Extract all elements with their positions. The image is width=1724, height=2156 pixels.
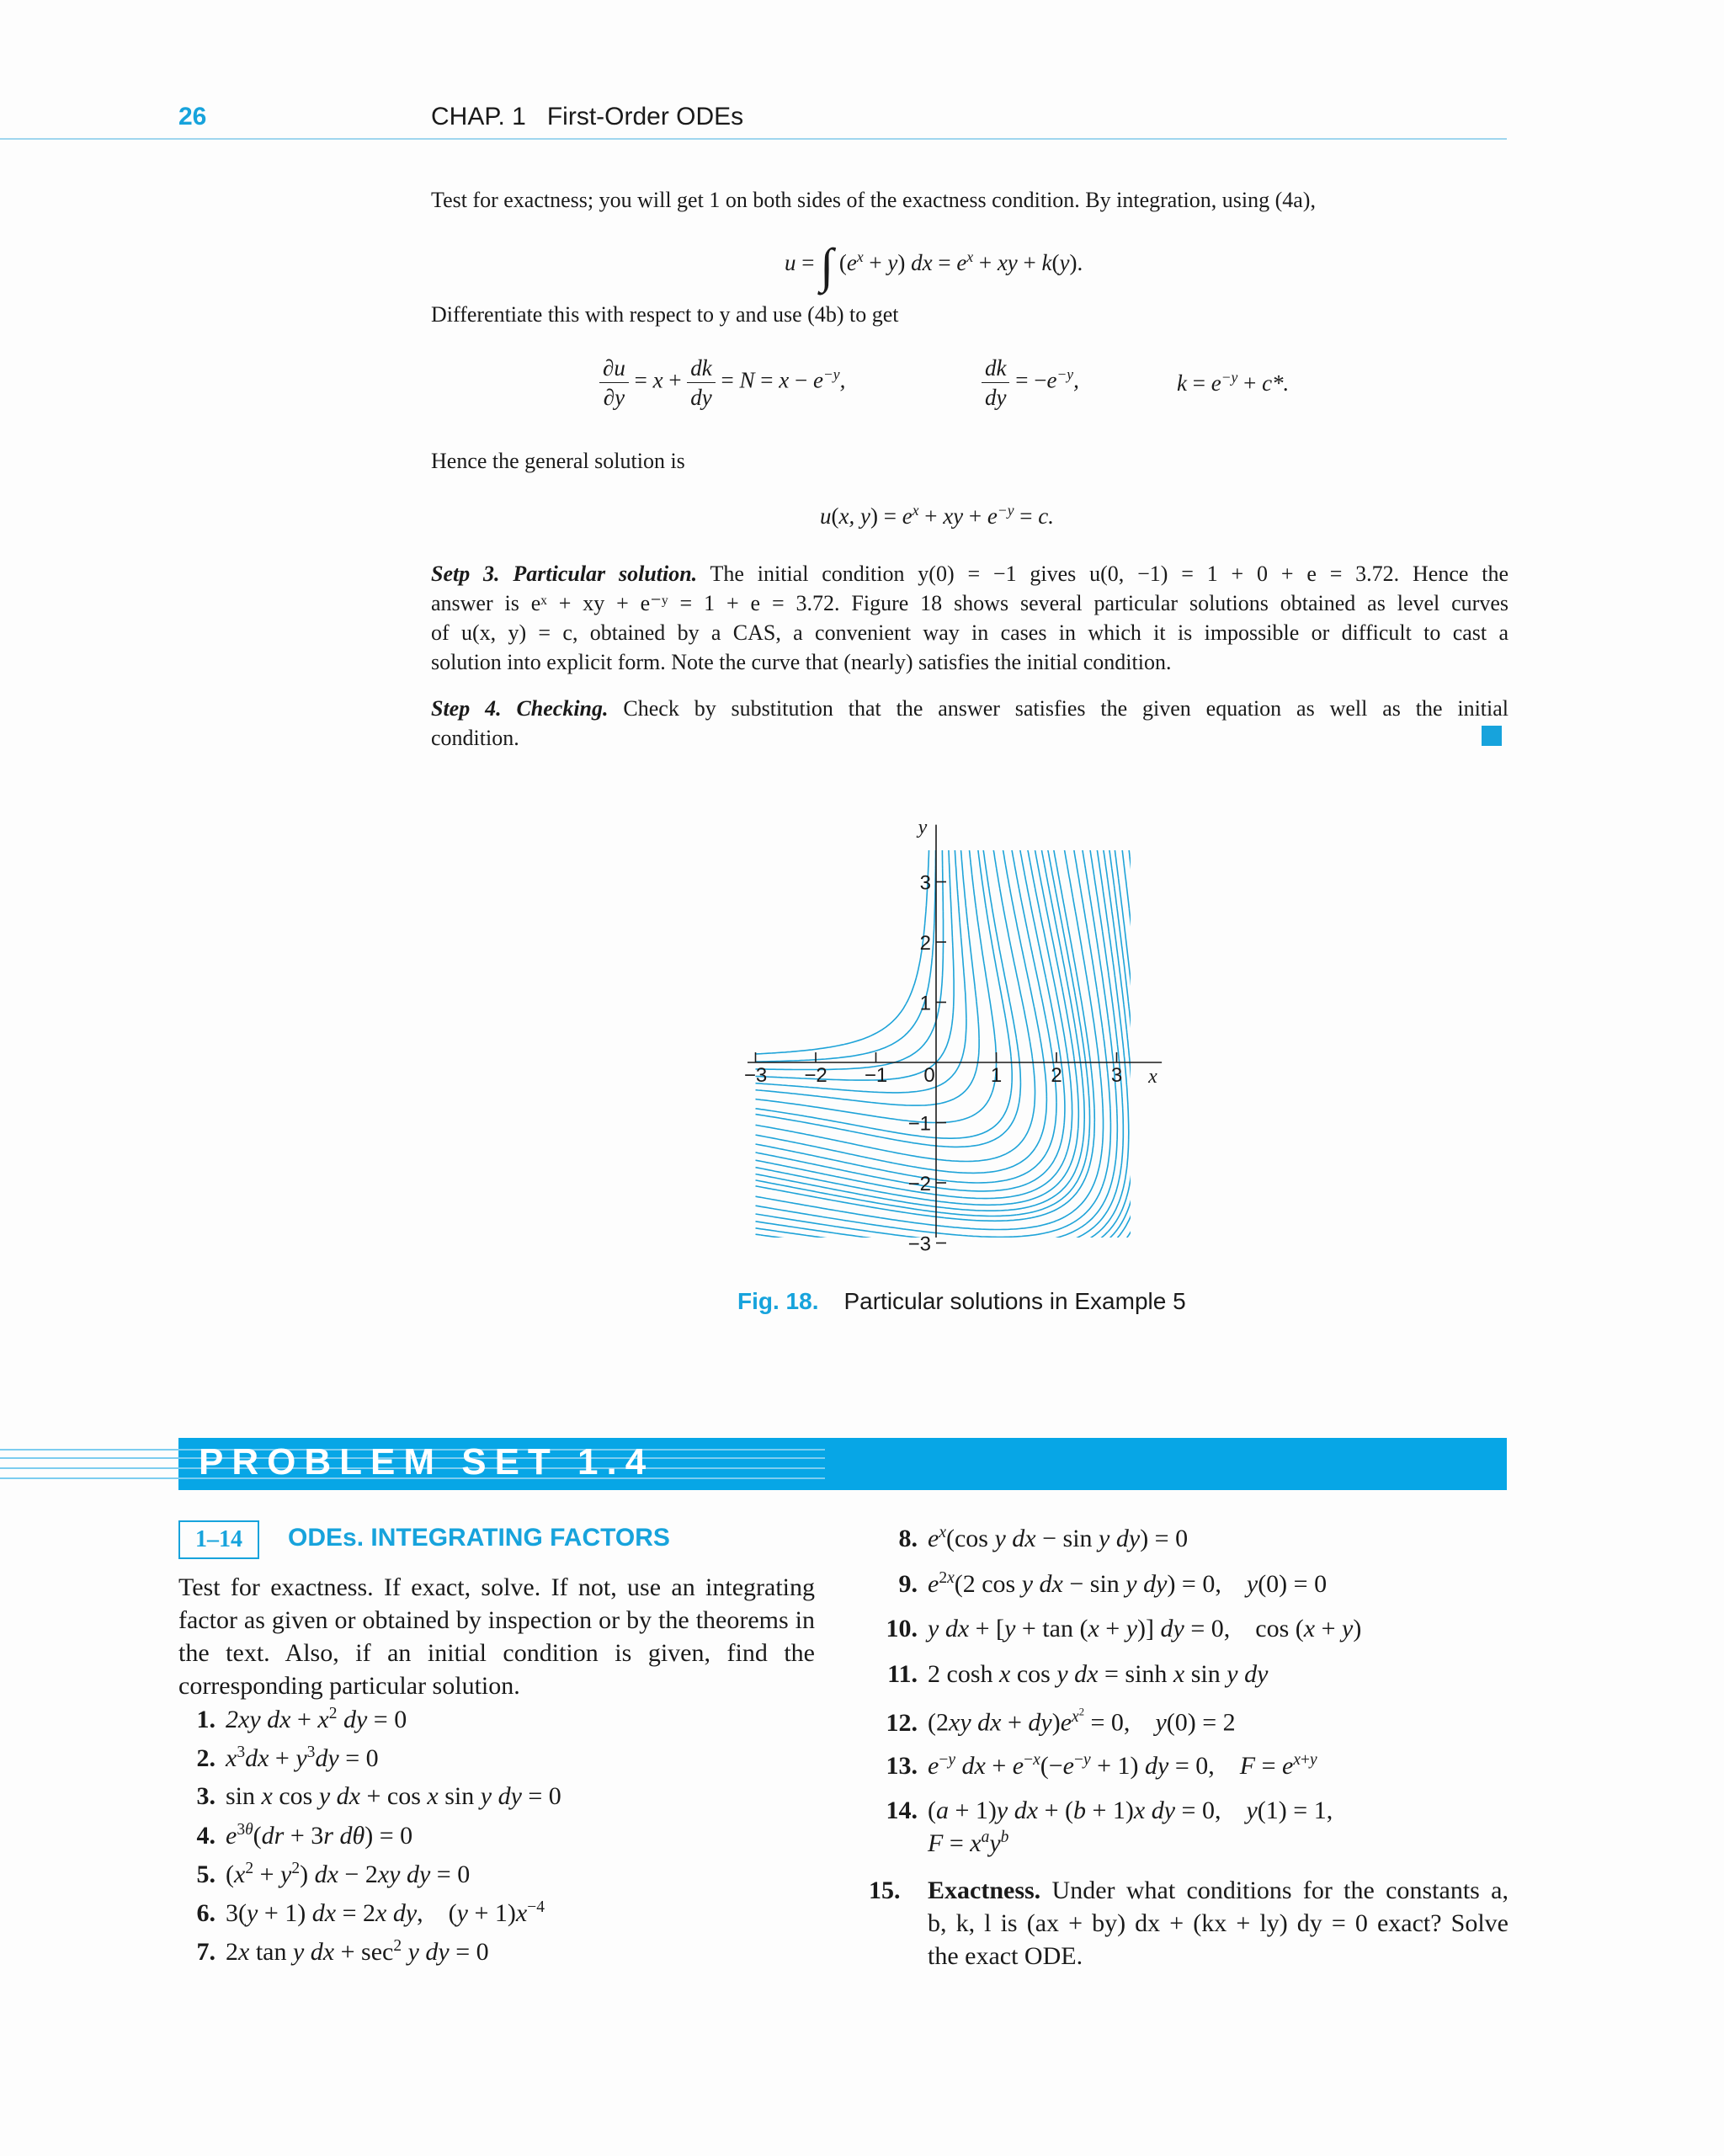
- contour-level-6: [756, 828, 1035, 1161]
- section-number-box: 1–14: [178, 1520, 259, 1559]
- figure-label: Fig. 18.: [737, 1288, 819, 1314]
- problem-15-title: Exactness.: [928, 1877, 1041, 1904]
- x-tick-label-3: 0: [923, 1064, 935, 1087]
- problem-set-intro: Test for exactness. If exact, solve. If not, use an integrating factor as given or obtained by inspection or by the theorems in the text. Also, if an initial condition is given, find the corresponding particular solution.: [178, 1573, 815, 1700]
- y-tick-label-5: −3: [907, 1232, 931, 1256]
- problem-14: 14. (a + 1)y dx + (b + 1)x dy = 0, y(1) = 1,: [886, 1797, 1333, 1824]
- equation-du-dy: $\frac{\partial u}{\partial y}$ = x + $\frac{dk}{dy}$ = $N = x - e^{-y}$,: [599, 354, 845, 412]
- paragraph-2: Differentiate this with respect to y and use (4b) to get: [431, 302, 899, 327]
- contour-level-1: [756, 828, 936, 1062]
- step-3-paragraph: Setp 3. Particular solution. The initial condition y(0) = −1 gives u(0, −1) = 1 + 0 + e = 3.72. Hence the answer is eˣ + xy + e⁻ʸ = 1 + e = 3.72. Figure 18 shows several particular solutions obtained as level curves of u(x, y) = c, obtained by a CAS, a convenient way in cases in which it is impossible or difficult to cast a solution into explicit form. Note the curve that (nearly) satisfies the initial condition.: [431, 562, 1508, 674]
- paragraph-3: Hence the general solution is: [431, 449, 685, 473]
- y-tick-label-4: −2: [907, 1173, 931, 1195]
- paragraph-1: Test for exactness; you will get 1 on both sides of the exactness condition. By integration, using (4a),: [431, 188, 1316, 212]
- x-tick-label-6: 3: [1110, 1064, 1123, 1087]
- problem-14-factor: $F = x^ay^b$: [928, 1829, 1009, 1857]
- problem-6: 6. 3(y + 1) dx = 2x dy, $(y + 1)x^{-4}$: [196, 1898, 545, 1927]
- y-tick-label-1: 2: [919, 932, 931, 955]
- problem-3: 3. sin x cos y dx + cos x sin y dy = 0: [196, 1782, 561, 1810]
- figure-caption-text: Particular solutions in Example 5: [843, 1288, 1186, 1314]
- step-4-title: Step 4. Checking.: [431, 696, 609, 721]
- page-number: 26: [178, 103, 207, 130]
- contour-level-11: [756, 828, 1079, 1205]
- contour-level-0.5: [756, 828, 930, 1054]
- x-axis-label: x: [1148, 1066, 1157, 1088]
- figure-caption: [737, 1288, 1186, 1315]
- equation-general-solution: u(x, $y) = e^x$ + xy + $e^{-y} = c$.: [820, 502, 1054, 529]
- equation-u-integral: u = ∫ $(e^x + y)$ dx = $e^x$ + xy + k(y).: [785, 238, 1083, 293]
- contour-level-40: [1125, 828, 1159, 1261]
- x-tick-label-2: −1: [864, 1064, 888, 1087]
- problem-13: 13. $e^{-y}$ dx + $e^{-x}(-e^{-y} + 1)$ dy = 0, $F = e^{x+y}$: [886, 1751, 1317, 1780]
- y-tick-label-3: −1: [907, 1112, 931, 1136]
- problem-1: 1. 2xy dx + $x^2$ dy = 0: [196, 1705, 407, 1733]
- y-tick-label-0: 3: [919, 871, 931, 895]
- problem-11: 11. 2 cosh x cos y dx = sinh x sin y dy: [887, 1660, 1269, 1688]
- problem-5: 5. $(x^2 + y^2)$ dx − 2xy dy = 0: [196, 1860, 471, 1888]
- problem-2: 2. $x^3dx + y^3dy = 0$: [196, 1743, 379, 1772]
- step-3-title: Setp 3. Particular solution.: [431, 562, 698, 586]
- problem-10: 10. y dx + [y + tan (x + y)] dy = 0, cos (x + y): [886, 1615, 1362, 1642]
- problem-4: 4. $e^{3\theta}(dr + 3r$ dθ) = 0: [196, 1821, 413, 1850]
- equation-k: $k = e^{-y} + c*$.: [1177, 369, 1290, 396]
- header-rule: [0, 138, 1507, 140]
- section-title: ODEs. INTEGRATING FACTORS: [288, 1524, 670, 1552]
- x-tick-label-1: −2: [804, 1064, 827, 1087]
- problem-8: 8. $e^x(\cos$ y dx − sin y dy) = 0: [898, 1524, 1189, 1552]
- y-axis-label: y: [918, 817, 928, 838]
- problem-9: 9. $e^{2x}(2$ cos y dx − sin y dy) = 0, y(0) = 0: [898, 1569, 1328, 1598]
- x-tick-label-4: 1: [990, 1064, 1003, 1087]
- chapter-title: CHAP. 1 First-Order ODEs: [431, 103, 744, 130]
- contour-level-18: [756, 828, 1111, 1237]
- end-of-example-marker: [1482, 726, 1502, 746]
- contour-level-4.5: [756, 828, 1013, 1138]
- contour-level-36: [756, 828, 1154, 1261]
- y-tick-label-2: 1: [919, 992, 931, 1015]
- x-tick-label-0: −3: [743, 1064, 768, 1087]
- problem-set-title: PROBLEM SET 1.4: [199, 1441, 655, 1483]
- problem-15: 15. Exactness. Under what conditions for the constants a, b, k, l is (ax + by) dx + (kx + ly) dy = 0 exact? Solve the exact ODE.: [869, 1877, 1508, 1970]
- contour-lines: [756, 828, 1159, 1261]
- problem-12: 12. (2xy dx + $dy)e^{x^2} = 0$, y(0) = 2: [886, 1706, 1236, 1737]
- equation-dk-dy: $\frac{dk}{dy}$ = $-e^{-y}$,: [982, 354, 1079, 412]
- problem-7: 7. 2x tan y dx + $\sec^2 y$ dy = 0: [196, 1937, 489, 1966]
- contour-level-2.5: [756, 828, 966, 1093]
- contour-level-22: [756, 828, 1124, 1249]
- figure-18-contour-plot: [741, 808, 1179, 1280]
- x-tick-label-5: 2: [1051, 1064, 1062, 1087]
- contour-level-1.5: [756, 828, 944, 1069]
- step-4-paragraph: Step 4. Checking. Check by substitution that the answer satisfies the given equation as well as the initial condition.: [431, 696, 1509, 750]
